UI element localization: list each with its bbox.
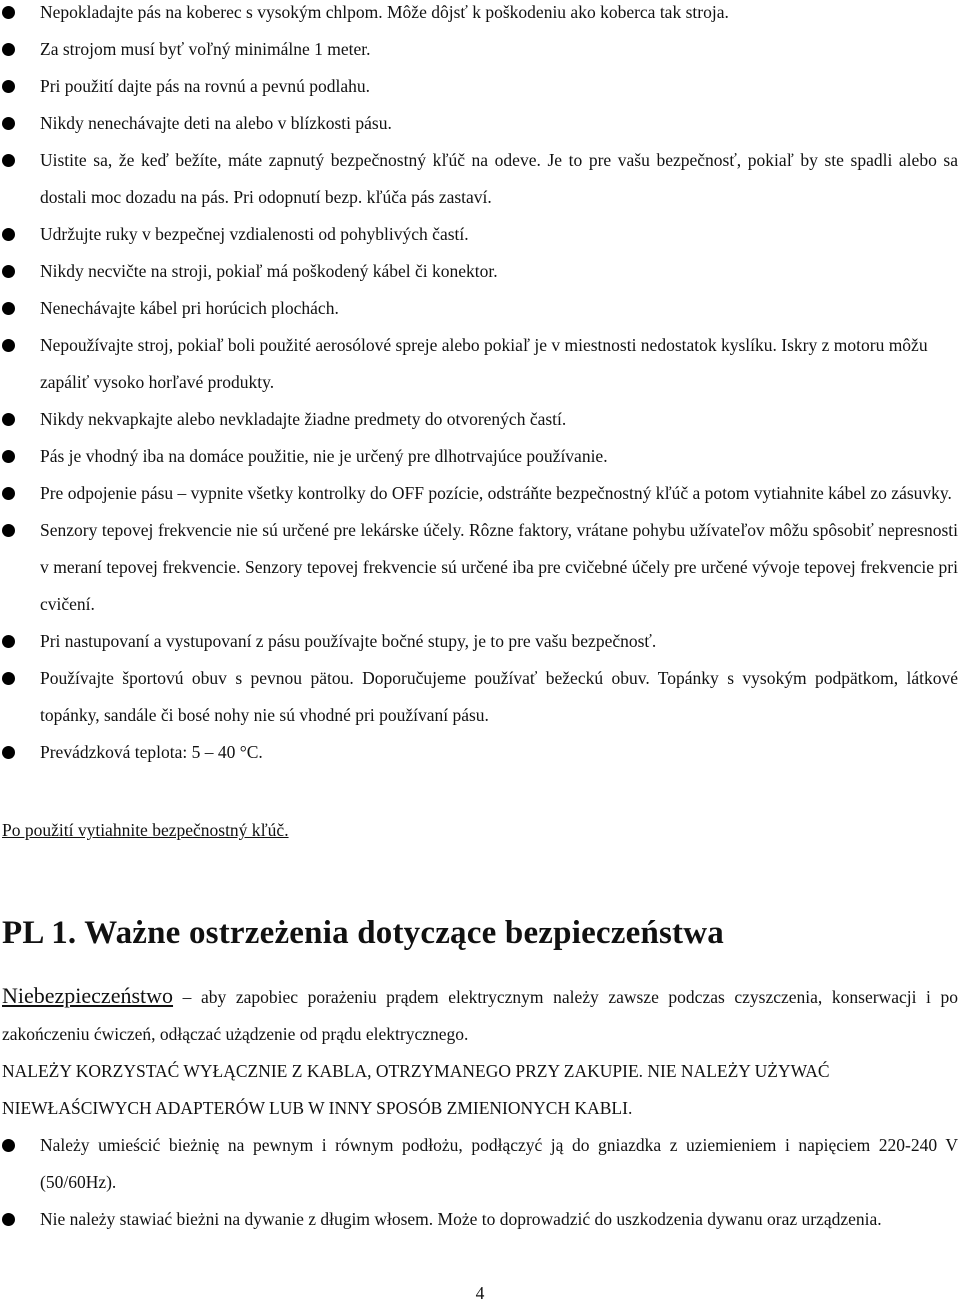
list-item-text: Senzory tepovej frekvencie nie sú určené pre lekárske účely. Rôzne faktory, vrátane pohybu užívateľov môžu spôsobiť nepresnosti v meraní tepovej frekvencie. Senzory tepovej frekvencie sú určené iba pre cvičebné účely pre určené vývoje tepovej frekvencie pri cvičení.: [40, 520, 958, 614]
list-item: [0, 512, 960, 623]
danger-label: Niebezpieczeństwo: [2, 983, 174, 1008]
list-item: [0, 734, 960, 771]
list-item: [0, 68, 960, 105]
list-item: [0, 401, 960, 438]
list-item-text: Nikdy nenechávajte deti na alebo v blízkosti pásu.: [40, 113, 392, 133]
list-item-text: Nenechávajte kábel pri horúcich plochách.: [40, 298, 339, 318]
list-item-text: Należy umieścić bieżnię na pewnym i równym podłożu, podłączyć ją do gniazdka z uziemieniem i napięciem 220-240 V (50/60Hz).: [40, 1135, 958, 1192]
bullet-icon: [2, 635, 15, 648]
list-item-text: Nie należy stawiać bieżni na dywanie z długim włosem. Może to doprowadzić do uszkodzenia dywanu oraz urządzenia.: [40, 1209, 882, 1229]
bullet-icon: [2, 487, 15, 500]
bullet-icon: [2, 339, 15, 352]
cable-warning: NALEŻY KORZYSTAĆ WYŁĄCZNIE Z KABLA, OTRZYMANEGO PRZY ZAKUPIE. NIE NALEŻY UŻYWAĆ NIEWŁAŚCIWYCH ADAPTERÓW LUB W INNY SPOSÓB ZMIENIONYCH KABLI.: [2, 1061, 830, 1118]
bullet-icon: [2, 228, 15, 241]
list-item: [0, 105, 960, 142]
list-item: [0, 623, 960, 660]
bullet-icon: [2, 43, 15, 56]
list-item-text: Používajte športovú obuv s pevnou pätou. Doporučujeme používať bežeckú obuv. Topánky s vysokým podpätkom, látkové topánky, sandále či bosé nohy nie sú vhodné pri používaní pásu.: [40, 668, 958, 725]
bullet-icon: [2, 450, 15, 463]
bullet-icon: [2, 302, 15, 315]
list-item-text: Pri nastupovaní a vystupovaní z pásu používajte bočné stupy, je to pre vašu bezpečnosť.: [40, 631, 657, 651]
bullet-icon: [2, 1213, 15, 1226]
bullet-icon: [2, 154, 15, 167]
list-item-text: Pri použití dajte pás na rovnú a pevnú podlahu.: [40, 76, 370, 96]
bullet-icon: [2, 265, 15, 278]
list-item-text: Nepoužívajte stroj, pokiaľ boli použité aerosólové spreje alebo pokiaľ je v miestnosti nedostatok kyslíku. Iskry z motoru môžu zapáliť vysoko horľavé produkty.: [40, 335, 928, 392]
bullet-icon: [2, 413, 15, 426]
list-item: [0, 1127, 960, 1201]
list-item-text: Udržujte ruky v bezpečnej vzdialenosti od pohyblivých častí.: [40, 224, 469, 244]
bullet-icon: [2, 524, 15, 537]
section-heading: PL 1. Ważne ostrzeżenia dotyczące bezpieczeństwa: [2, 915, 724, 951]
list-item: [0, 142, 960, 216]
bullet-icon: [2, 1139, 15, 1152]
list-item-text: Nepokladajte pás na koberec s vysokým chlpom. Môže dôjsť k poškodeniu ako koberca tak stroja.: [40, 2, 729, 22]
bullet-icon: [2, 672, 15, 685]
list-item: [0, 216, 960, 253]
list-item-text: Pre odpojenie pásu – vypnite všetky kontrolky do OFF pozície, odstráňte bezpečnostný kľúč a potom vytiahnite kábel zo zásuvky.: [40, 483, 952, 503]
list-item-text: Prevádzková teplota: 5 – 40 °C.: [40, 742, 263, 762]
bullet-icon: [2, 117, 15, 130]
list-item-text: Uistite sa, že keď bežíte, máte zapnutý bezpečnostný kľúč na odeve. Je to pre vašu bezpečnosť, pokiaľ by ste spadli alebo sa dostali moc dozadu na pás. Pri odopnutí bezp. kľúča pás zastaví.: [40, 150, 958, 207]
list-item-text: Za strojom musí byť voľný minimálne 1 meter.: [40, 39, 371, 59]
list-item: [0, 327, 960, 401]
list-item-text: Nikdy nekvapkajte alebo nevkladajte žiadne predmety do otvorených častí.: [40, 409, 567, 429]
bullet-icon: [2, 746, 15, 759]
list-item: [0, 31, 960, 68]
danger-paragraph: [2, 977, 958, 1053]
list-item: [0, 660, 960, 734]
list-item: [0, 0, 960, 31]
sk-footer-note: Po použití vytiahnite bezpečnostný kľúč.: [2, 820, 289, 840]
bullet-icon: [2, 80, 15, 93]
list-item-text: Pás je vhodný iba na domáce použitie, nie je určený pre dlhotrvajúce používanie.: [40, 446, 608, 466]
list-item: [0, 475, 960, 512]
pl-safety-list: [0, 1127, 960, 1238]
list-item-text: Nikdy necvičte na stroji, pokiaľ má poškodený kábel či konektor.: [40, 261, 498, 281]
list-item: [0, 1201, 960, 1238]
list-item: [0, 438, 960, 475]
page-number: 4: [475, 1283, 485, 1303]
bullet-icon: [2, 6, 15, 19]
list-item: [0, 253, 960, 290]
list-item: [0, 290, 960, 327]
danger-text: – aby zapobiec porażeniu prądem elektrycznym należy zawsze podczas czyszczenia, konserwacji i po zakończeniu ćwiczeń, odłączać użądzenie od prądu elektrycznego.: [2, 987, 958, 1044]
